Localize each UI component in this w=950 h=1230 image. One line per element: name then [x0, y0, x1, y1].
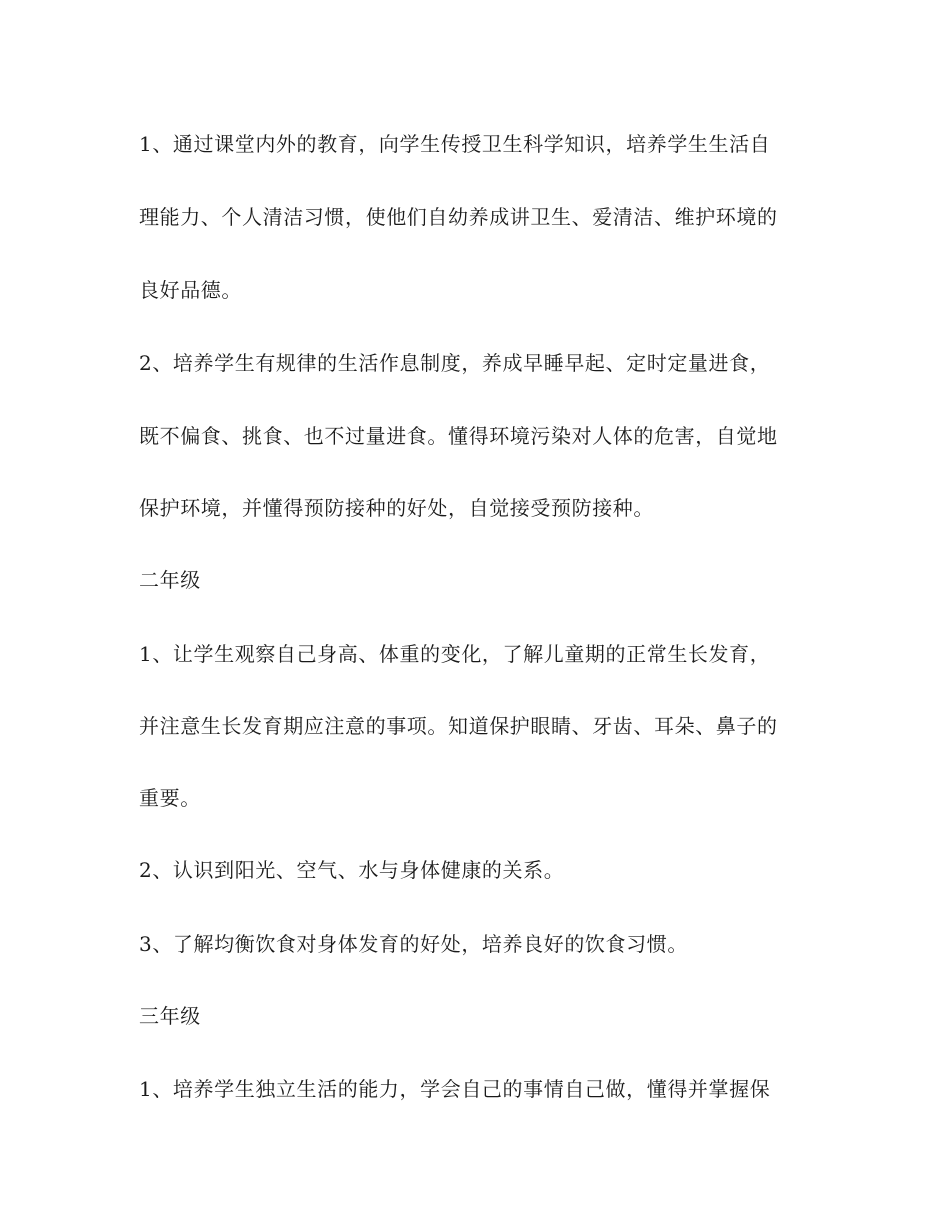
paragraph-3-line-3: 重要。 [139, 786, 201, 810]
paragraph-2-line-1: 2、培养学生有规律的生活作息制度，养成早睡早起、定时定量进食， [139, 351, 771, 375]
paragraph-2-line-2: 既不偏食、挑食、也不过量进食。懂得环境污染对人体的危害，自觉地 [139, 424, 778, 448]
paragraph-1-line-1: 1、通过课堂内外的教育，向学生传授卫生科学知识，培养学生生活自 [139, 132, 771, 156]
paragraph-2-line-3: 保护环境，并懂得预防接种的好处，自觉接受预防接种。 [139, 496, 654, 520]
paragraph-5: 3、了解均衡饮食对身体发育的好处，培养良好的饮食习惯。 [139, 932, 688, 956]
section-heading-grade-2: 二年级 [139, 568, 201, 592]
paragraph-4: 2、认识到阳光、空气、水与身体健康的关系。 [139, 858, 565, 882]
paragraph-1-line-2: 理能力、个人清洁习惯，使他们自幼养成讲卫生、爱清洁、维护环境的 [139, 205, 778, 229]
section-heading-grade-3: 三年级 [139, 1004, 201, 1028]
paragraph-1-line-3: 良好品德。 [139, 278, 242, 302]
paragraph-3-line-2: 并注意生长发育期应注意的事项。知道保护眼睛、牙齿、耳朵、鼻子的 [139, 714, 778, 738]
paragraph-3-line-1: 1、让学生观察自己身高、体重的变化，了解儿童期的正常生长发育， [139, 642, 771, 666]
paragraph-6-line-1: 1、培养学生独立生活的能力，学会自己的事情自己做，懂得并掌握保 [139, 1077, 771, 1101]
